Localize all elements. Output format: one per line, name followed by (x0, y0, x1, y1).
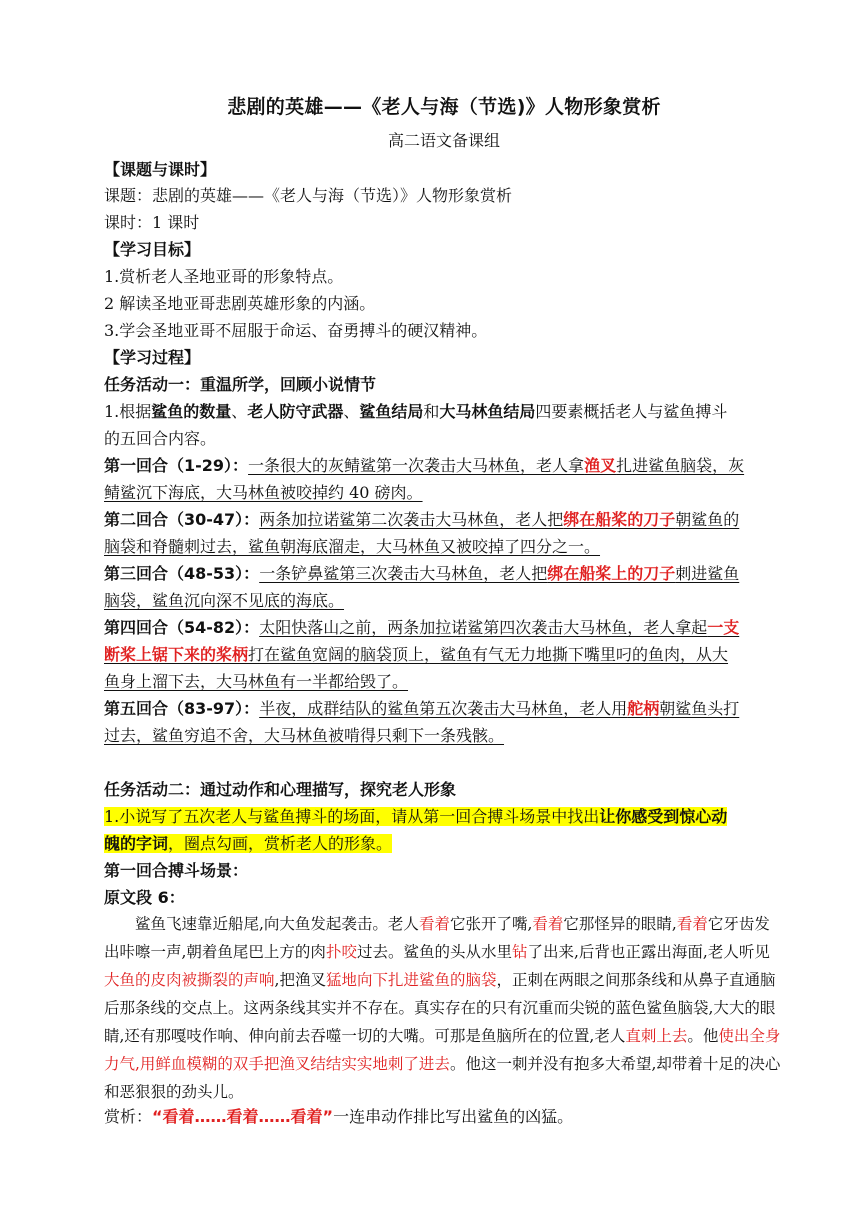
text-span: 朝鲨鱼的 (675, 510, 740, 529)
keyword: 老人防守武器 (247, 402, 344, 421)
original-passage (104, 910, 784, 1106)
keyword: 鲨鱼结局 (359, 402, 424, 421)
round-2-line-1 (104, 507, 739, 533)
text-span: 鲨鱼飞速靠近船尾,向大鱼发起袭击。老人 (135, 915, 419, 933)
marked-word: 使出全身力气,用鲜血模糊的双手把渔叉结结实实地刺了进去 (104, 1027, 781, 1073)
text-span: 。他这一刺并没有抱多大希望,却带着十足的决心和恶狠狠的劲头儿。 (104, 1055, 781, 1101)
section-heading-process: 【学习过程】 (104, 348, 201, 367)
text-span: 打在鲨鱼宽阔的脑袋顶上，鲨鱼有气无力地撕下嘴里叼的鱼肉，从大 (248, 645, 729, 664)
task1-question (104, 399, 727, 425)
round-text (259, 699, 739, 718)
round-text: 鲭鲨沉下海底，大马林鱼被咬掉约 40 磅肉。 (104, 483, 423, 502)
topic-line: 课题：悲剧的英雄——《老人与海（节选）》人物形象赏析 (104, 186, 513, 205)
round-label: 第四回合（54-82）： (104, 618, 260, 637)
keyword: 魄的字词 (104, 834, 169, 853)
task2-question-line-2 (104, 831, 392, 857)
keyword: 鲨鱼的数量 (151, 402, 232, 421)
round-text: 脑袋和脊髓刺过去，鲨鱼朝海底溜走，大马林鱼又被咬掉了四分之一。 (104, 537, 601, 556)
text-span: 和 (423, 402, 440, 421)
text-span: 赏析： (104, 1107, 153, 1126)
round-5-line-1 (104, 696, 739, 722)
text-span: 它牙齿发出咔嚓一声,朝着鱼尾巴上方的肉 (104, 915, 770, 961)
text-span: 它那怪异的眼睛, (563, 915, 677, 933)
keyword: 大马林鱼结局 (439, 402, 536, 421)
round-text (259, 510, 739, 529)
text-span: 。他 (687, 1027, 719, 1045)
weapon-word: 绑在船桨的刀子 (563, 510, 676, 529)
text-span: 、 (343, 402, 360, 421)
text-span: 一连串动作排比写出鲨鱼的凶猛。 (333, 1107, 574, 1126)
original-text-label: 原文段 6： (104, 888, 185, 907)
round-text (259, 564, 739, 583)
highlighted-text (104, 834, 392, 853)
marked-word: 大鱼的皮肉被撕裂的声响 (104, 971, 275, 989)
keyword: 让你感受到惊心动 (599, 807, 728, 826)
text-span: 、 (231, 402, 248, 421)
text-span: 了出来,后背也正露出海面,老人听见 (527, 943, 770, 961)
round-4-line-2 (104, 642, 728, 668)
task1-question-line2: 的五回合内容。 (104, 429, 217, 448)
weapon-word: 渔叉 (584, 456, 617, 475)
analysis-quote: “看着……看着……看着” (152, 1107, 334, 1126)
text-span: ，正刺在两眼之间那条线和从鼻子直通脑后那条线的交点上。这两条线其实并不存在。真实存在的只有沉重而尖锐的蓝色鲨鱼脑袋,大大的眼睛,还有那嘎吱作响、伸向前去吞噬一切的大嘴。可那是鱼脑所在的位置,老人 (104, 971, 776, 1045)
round-text (104, 645, 728, 664)
marked-word: 扑咬 (325, 943, 357, 961)
marked-word: 看着 (418, 915, 450, 933)
text-span: ,把渔叉 (274, 971, 326, 989)
text-span: 一条很大的灰鲭鲨第一次袭击大马林鱼，老人拿 (248, 456, 585, 475)
round-5-line-2 (104, 723, 504, 749)
text-span: 1.根据 (104, 402, 152, 421)
round-text (259, 618, 739, 637)
weapon-word: 断桨上锯下来的桨柄 (104, 645, 249, 664)
text-span: 半夜，成群结队的鲨鱼第五次袭击大马林鱼，老人用 (259, 699, 628, 718)
text-span: 它张开了嘴, (449, 915, 533, 933)
round-text: 过去，鲨鱼穷追不舍，大马林鱼被啃得只剩下一条残骸。 (104, 726, 505, 745)
marked-word: 看着 (676, 915, 708, 933)
round-3-line-1 (104, 561, 739, 587)
page-title: 悲剧的英雄——《老人与海（节选)》人物形象赏析 (227, 96, 661, 118)
round-text: 鱼身上溜下去，大马林鱼有一半都给毁了。 (104, 672, 409, 691)
marked-word: 看着 (532, 915, 564, 933)
goal-item-2: 2 解读圣地亚哥悲剧英雄形象的内涵。 (104, 294, 376, 313)
round-4-line-3 (104, 669, 408, 695)
text-span: 朝鲨鱼头打 (659, 699, 740, 718)
round-2-line-2 (104, 534, 600, 560)
scene-label: 第一回合搏斗场景： (104, 861, 249, 880)
author-line: 高二语文备课组 (387, 131, 500, 150)
weapon-word: 一支 (707, 618, 740, 637)
round-1-line-2 (104, 480, 423, 506)
round-text: 脑袋，鲨鱼沉向深不见底的海底。 (104, 591, 345, 610)
goal-item-3: 3.学会圣地亚哥不屈服于命运、奋勇搏斗的硬汉精神。 (104, 321, 488, 340)
round-label: 第五回合（83-97）： (104, 699, 260, 718)
text-span: 一条铲鼻鲨第三次袭击大马林鱼，老人把 (259, 564, 548, 583)
round-4-line-1 (104, 615, 739, 641)
task2-question-line-1 (104, 804, 727, 830)
task2-heading: 任务活动二：通过动作和心理描写，探究老人形象 (104, 780, 457, 799)
weapon-word: 绑在船桨上的刀子 (547, 564, 676, 583)
text-span: 扎进鲨鱼脑袋，灰 (616, 456, 745, 475)
section-heading-goals: 【学习目标】 (104, 240, 201, 259)
text-span: 过去。鲨鱼的头从水里 (356, 943, 512, 961)
round-label: 第一回合（1-29）： (104, 456, 249, 475)
hours-line: 课时：1 课时 (104, 213, 200, 232)
round-1-line-1 (104, 453, 744, 479)
text-span: 四要素概括老人与鲨鱼搏斗 (535, 402, 728, 421)
analysis-line (104, 1104, 573, 1130)
text-span: 刺进鲨鱼 (675, 564, 740, 583)
marked-word: 猛地向下扎进鲨鱼的脑袋 (325, 971, 497, 989)
round-label: 第二回合（30-47）： (104, 510, 260, 529)
section-heading-topic: 【课题与课时】 (104, 160, 217, 179)
round-text (248, 456, 744, 475)
goal-item-1: 1.赏析老人圣地亚哥的形象特点。 (104, 267, 344, 286)
round-label: 第三回合（48-53）： (104, 564, 260, 583)
marked-word: 钻 (511, 943, 528, 961)
marked-word: 直刺上去 (625, 1027, 688, 1045)
round-3-line-2 (104, 588, 344, 614)
text-span: 1.小说写了五次老人与鲨鱼搏斗的场面，请从第一回合搏斗场景中找出 (104, 807, 600, 826)
text-span: 两条加拉诺鲨第二次袭击大马林鱼，老人把 (259, 510, 564, 529)
weapon-word: 舵柄 (627, 699, 660, 718)
task1-heading: 任务活动一：重温所学，回顾小说情节 (104, 375, 377, 394)
highlighted-text (104, 807, 727, 826)
text-span: 太阳快落山之前，两条加拉诺鲨第四次袭击大马林鱼，老人拿起 (259, 618, 708, 637)
text-span: ，圈点勾画，赏析老人的形象。 (168, 834, 393, 853)
